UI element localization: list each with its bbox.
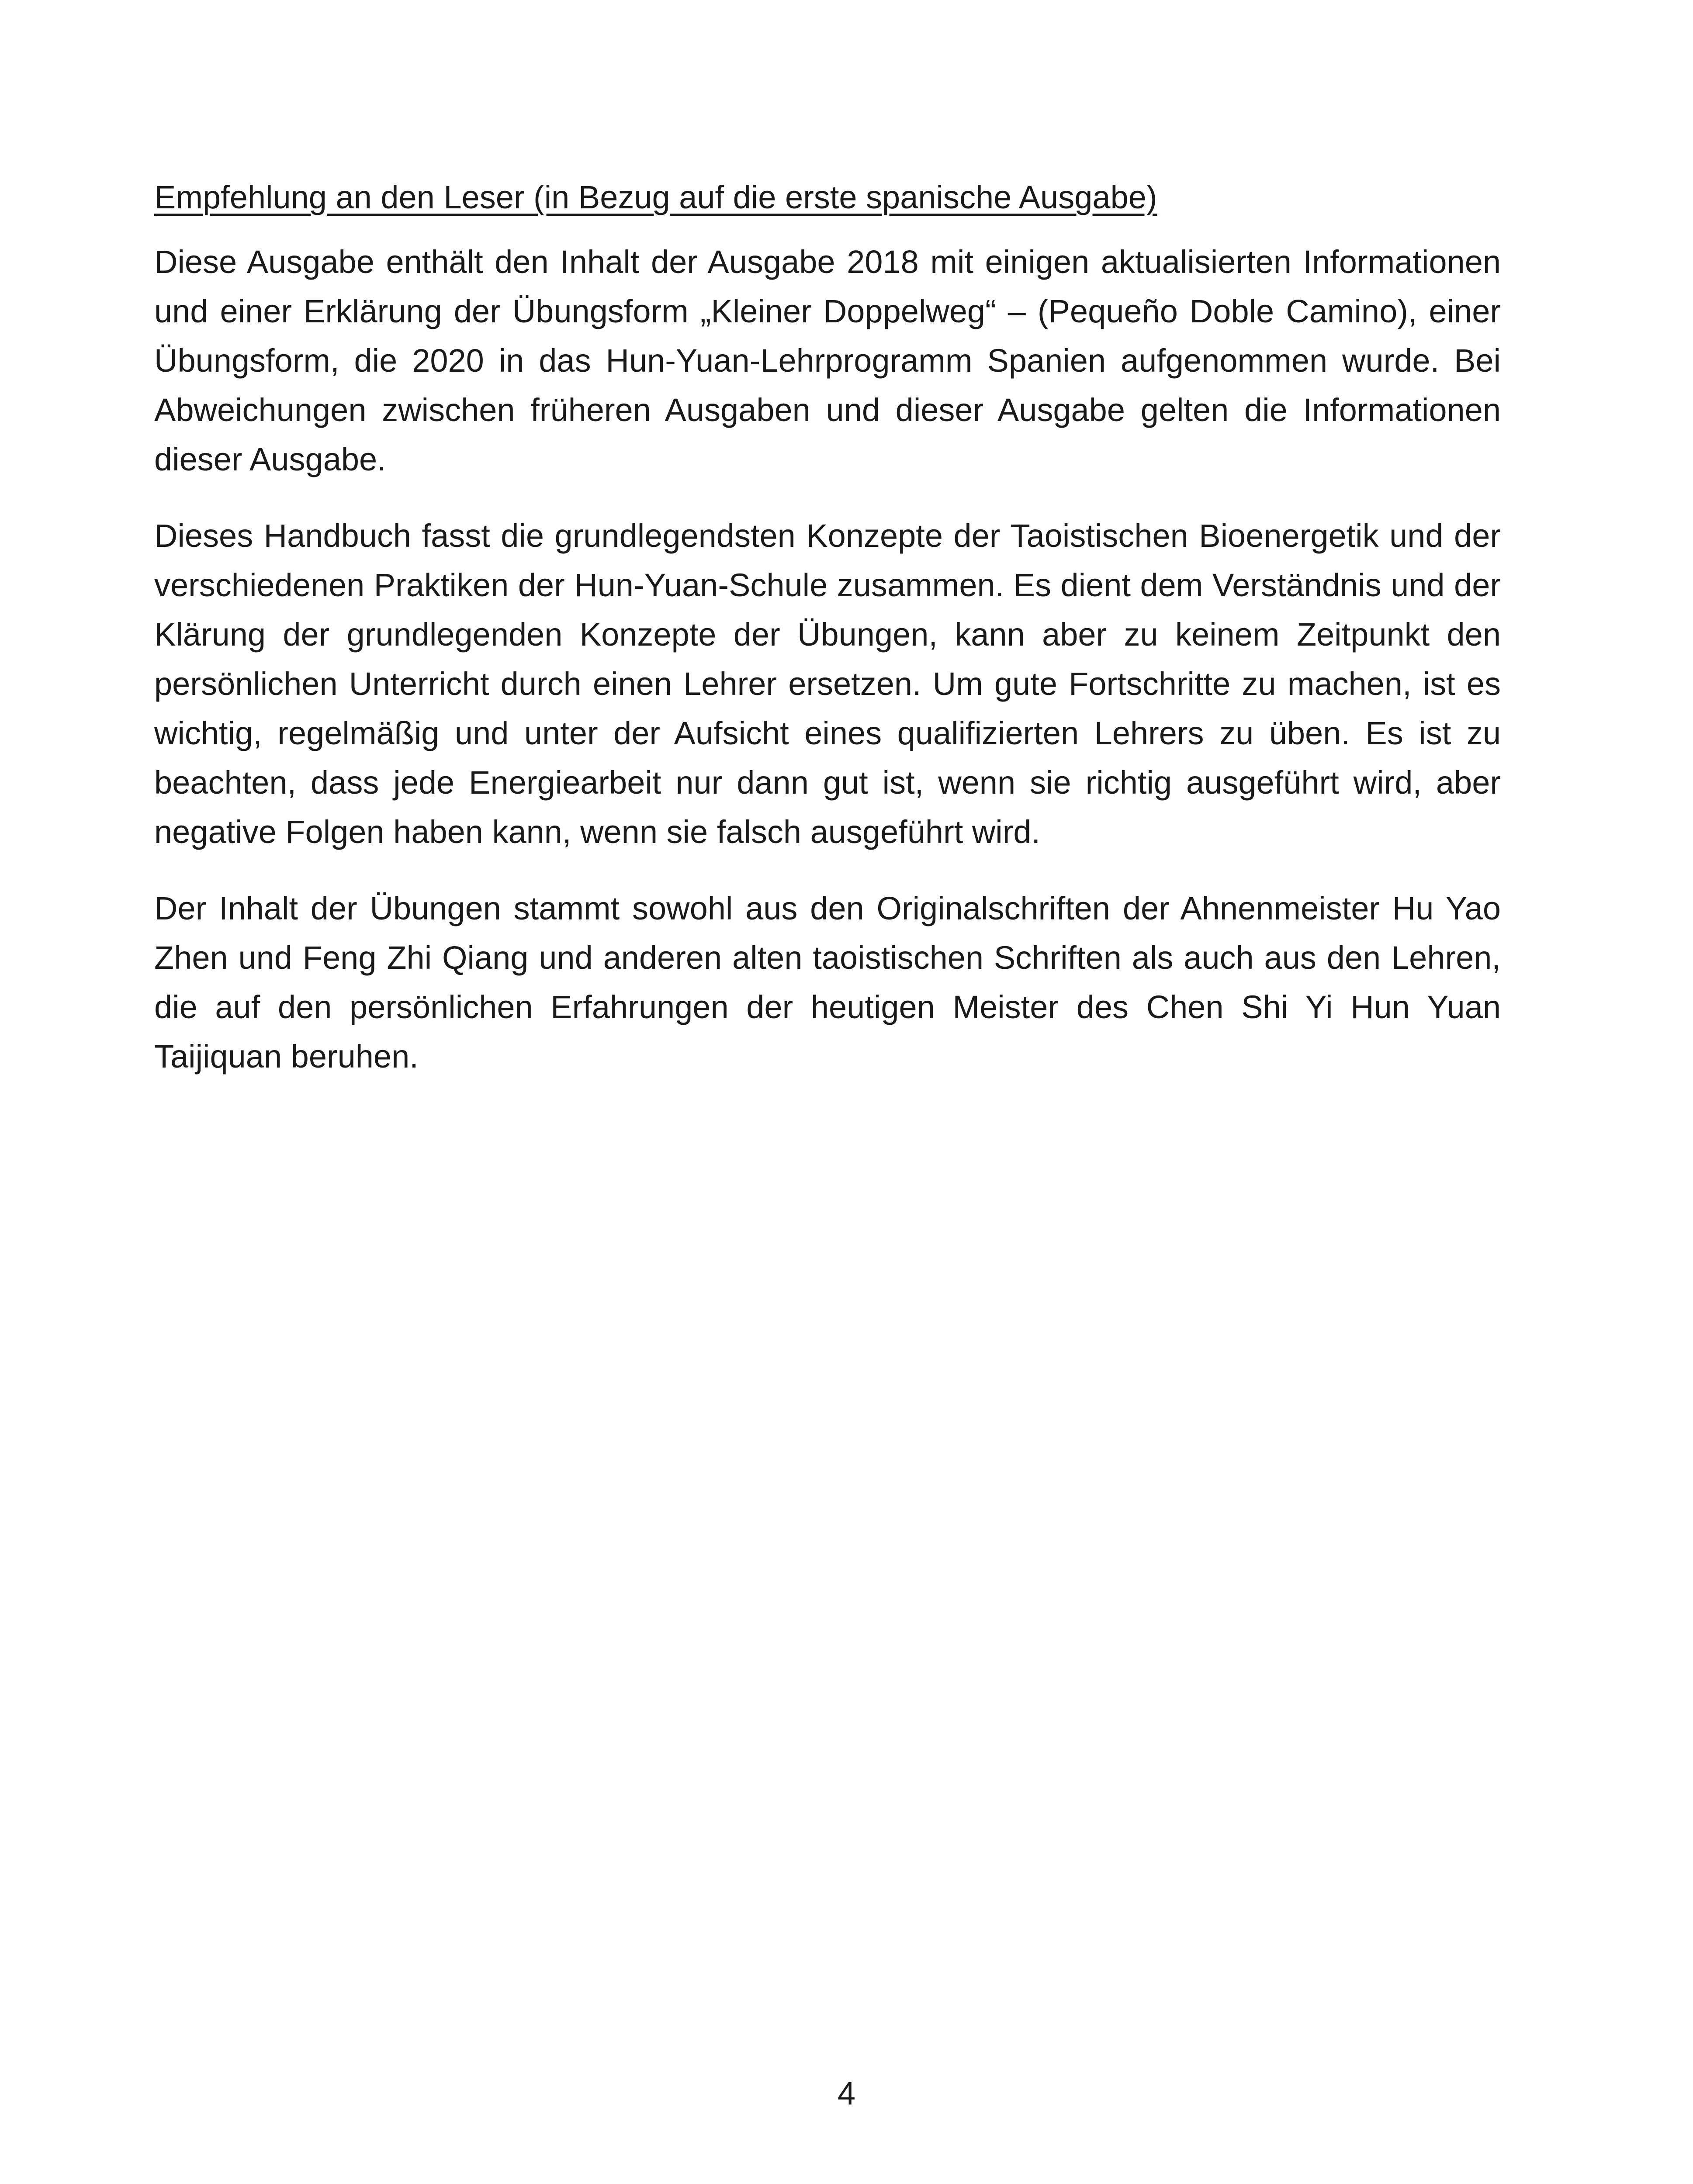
page-content — [154, 173, 1501, 1108]
paragraph-content-sources: Der Inhalt der Übungen stammt sowohl aus den Originalschriften der Ahnenmeister Hu Yao Zhen und Feng Zhi Qiang und anderen alten taoistischen Schriften als auch aus den Lehren, die auf den persönlichen Erfahrungen der heutigen Meister des Chen Shi Yi Hun Yuan Taijiquan beruhen. — [154, 890, 1501, 1075]
paragraph-handbook-summary: Dieses Handbuch fasst die grundlegendsten Konzepte der Taoistischen Bioenergetik und der verschiedenen Praktiken der Hun-Yuan-Schule zusammen. Es dient dem Verständnis und der Klärung der grundlegenden Konzepte der Übungen, kann aber zu keinem Zeitpunkt den persönlichen Unterricht durch einen Lehrer ersetzen. Um gute Fortschritte zu machen, ist es wichtig, regelmäßig und unter der Aufsicht eines qualifizierten Lehrers zu üben. Es ist zu beachten, dass jede Energiearbeit nur dann gut ist, wenn sie richtig ausgeführt wird, aber negative Folgen haben kann, wenn sie falsch ausgeführt wird. — [154, 518, 1501, 850]
paragraph-edition-note: Diese Ausgabe enthält den Inhalt der Ausgabe 2018 mit einigen aktualisierten Informationen und einer Erklärung der Übungsform „Kleiner Doppelweg“ – (Pequeño Doble Camino), einer Übungsform, die 2020 in das Hun-Yuan-Lehrprogramm Spanien aufgenommen wurde. Bei Abweichungen zwischen früheren Ausgaben und dieser Ausgabe gelten die Informationen dieser Ausgabe. — [154, 244, 1501, 477]
section-heading: Empfehlung an den Leser (in Bezug auf die erste spanische Ausgabe) — [154, 179, 1157, 215]
page-number: 4 — [837, 2075, 856, 2111]
